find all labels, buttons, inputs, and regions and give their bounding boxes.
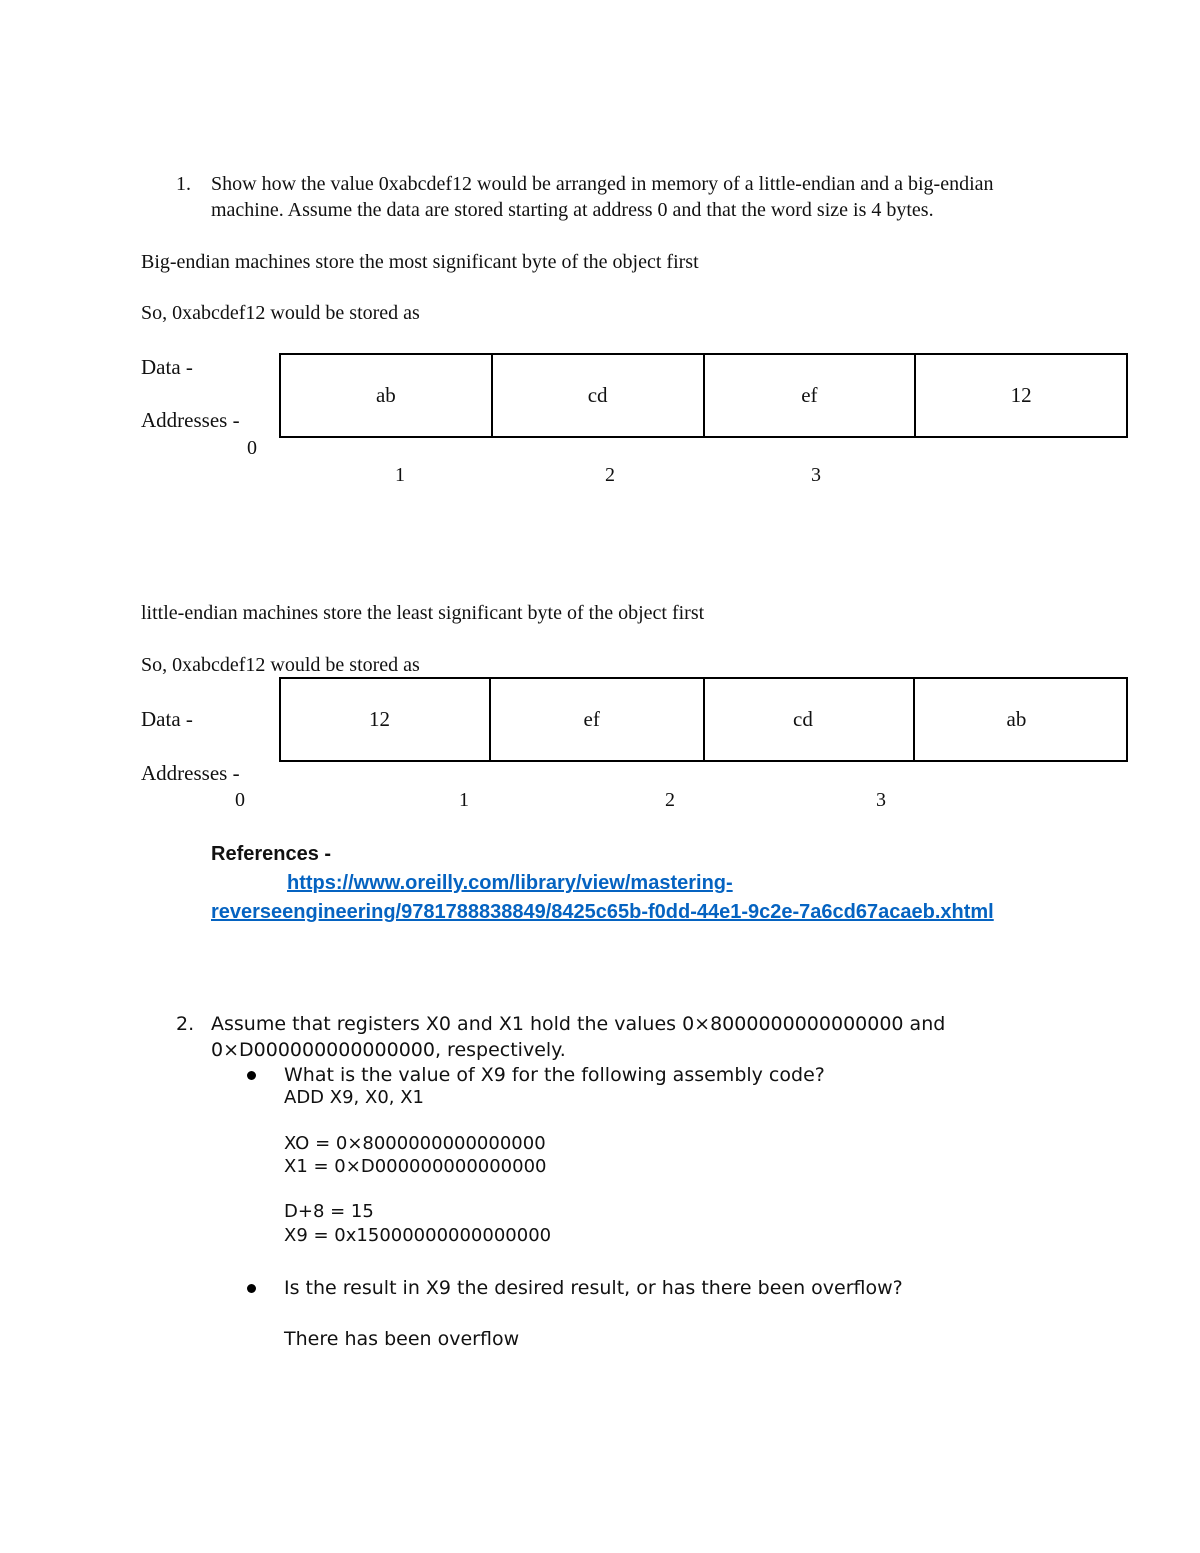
little-endian-memory-row xyxy=(279,677,1128,762)
q2-bullet1-question: What is the value of X9 for the following assembly code? xyxy=(284,1064,825,1086)
bullet-icon xyxy=(247,1284,256,1293)
big-byte-cell: 12 xyxy=(1010,383,1032,407)
q2-x1-value: X1 = 0×D000000000000000 xyxy=(284,1156,547,1177)
little-address: 1 xyxy=(459,789,469,811)
big-address: 3 xyxy=(811,464,821,486)
little-data-label: Data - xyxy=(141,707,193,731)
little-byte-cell: ef xyxy=(491,679,706,760)
big-byte-cell: ab xyxy=(281,355,493,436)
q2-text-line1: Assume that registers X0 and X1 hold the values 0×8000000000000000 and xyxy=(211,1013,946,1035)
big-byte-cell: ef xyxy=(705,355,917,436)
q2-x0-value: XO = 0×8000000000000000 xyxy=(284,1133,546,1154)
little-endian-stored-as: So, 0xabcdef12 would be stored as xyxy=(141,654,420,676)
q2-bullet2-question: Is the result in X9 the desired result, or has there been overflow? xyxy=(284,1277,903,1299)
big-addresses-label: Addresses - xyxy=(141,408,240,432)
little-address: 3 xyxy=(876,789,886,811)
little-byte-cell: 12 xyxy=(281,679,491,760)
big-address: 1 xyxy=(395,464,405,486)
big-data-label: Data - xyxy=(141,355,193,379)
big-endian-memory-row xyxy=(279,353,1128,438)
little-address: 2 xyxy=(665,789,675,811)
q2-sum-step: D+8 = 15 xyxy=(284,1201,374,1222)
q2-bullet2-answer: There has been overflow xyxy=(284,1328,520,1350)
reference-link-line1[interactable]: https://www.oreilly.com/library/view/mastering- xyxy=(287,872,733,894)
references-heading: References - xyxy=(211,843,332,865)
little-byte-cell: ab xyxy=(1006,707,1027,731)
big-byte-cell: cd xyxy=(493,355,705,436)
big-address: 0 xyxy=(247,437,257,459)
q2-number: 2. xyxy=(176,1013,195,1035)
q2-assembly-code: ADD X9, X0, X1 xyxy=(284,1087,424,1108)
q1-text-line1: Show how the value 0xabcdef12 would be arranged in memory of a little-endian and a big-endian xyxy=(211,173,994,195)
big-address: 2 xyxy=(605,464,615,486)
reference-link-line2[interactable]: reverseengineering/9781788838849/8425c65b-f0dd-44e1-9c2e-7a6cd67acaeb.xhtml xyxy=(211,901,994,923)
q2-x9-value: X9 = 0x15000000000000000 xyxy=(284,1225,552,1246)
little-addresses-label: Addresses - xyxy=(141,761,240,785)
q1-text-line2: machine. Assume the data are stored starting at address 0 and that the word size is 4 bytes. xyxy=(211,199,934,221)
little-byte-cell: cd xyxy=(705,679,915,760)
q1-number: 1. xyxy=(176,173,191,195)
little-address: 0 xyxy=(235,789,245,811)
little-endian-description: little-endian machines store the least significant byte of the object first xyxy=(141,602,705,624)
bullet-icon xyxy=(247,1071,256,1080)
big-endian-description: Big-endian machines store the most significant byte of the object first xyxy=(141,251,699,273)
big-endian-stored-as: So, 0xabcdef12 would be stored as xyxy=(141,302,420,324)
q2-text-line2: 0×D000000000000000, respectively. xyxy=(211,1039,566,1061)
